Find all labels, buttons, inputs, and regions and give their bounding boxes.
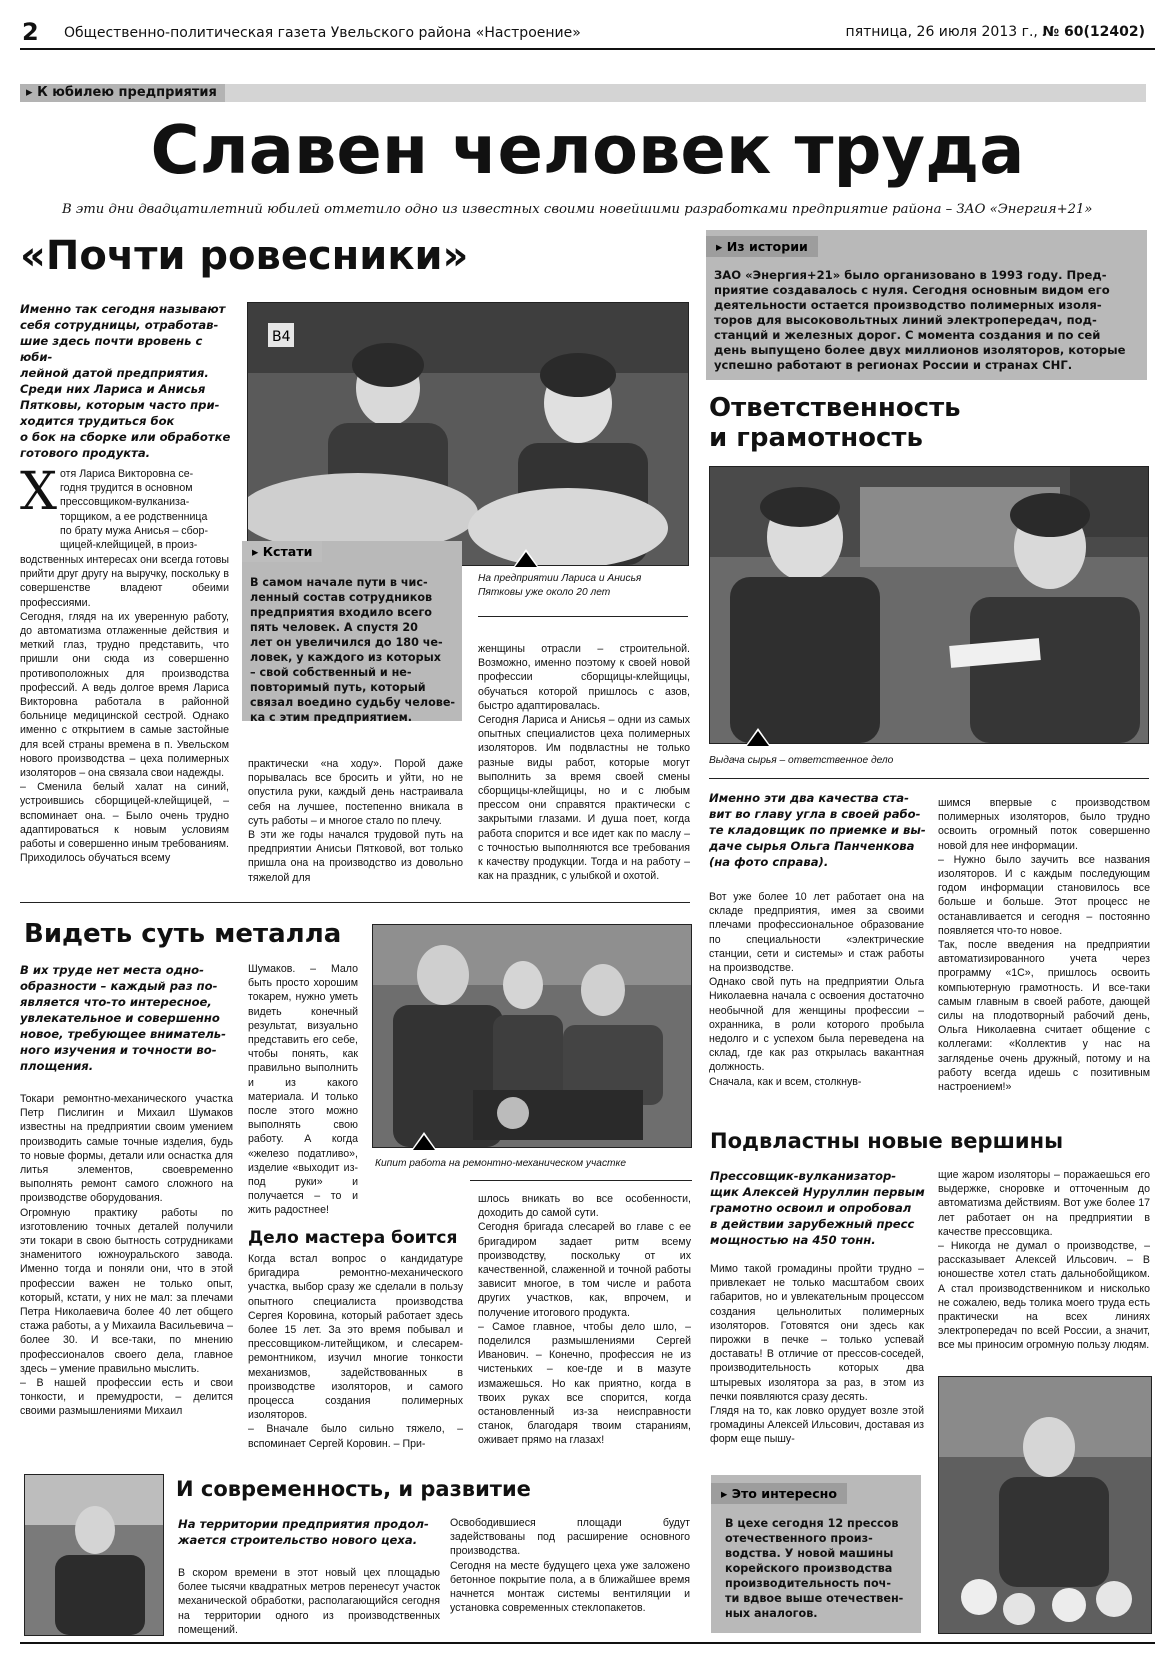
newspaper-name: Общественно-политическая газета Увельского района «Настроение»: [64, 25, 581, 41]
art3-photo-caption: Кипит работа на ремонтно-механическом участке: [375, 1158, 626, 1169]
photo-workshop: [372, 924, 692, 1148]
art5-col1: В скором времени в этот новый цех площадью более тысячи квадратных метров перенесут участок механической обработки, располагающийся сегодня на территории одного из производственных помещений.: [178, 1567, 440, 1636]
kstati-arrow-icon: ▸: [252, 544, 263, 559]
art2-title-line1: Ответственность: [709, 393, 961, 423]
photo-women-at-work: [247, 302, 689, 566]
art4-title: Подвластны новые вершины: [710, 1129, 1064, 1153]
history-text: ЗАО «Энергия+21» было организовано в 1993 году. Пред- приятие создавалось с нуля. Сегодня основным видом его деятельности остается производство полимерных изоля- торов для высоковольтных линий электропередач, под- станций и железных дорог. С момента создания и по сей день выпущено более двух миллионов изоляторов, которые успешно работают в регионах России и странах СНГ.: [714, 268, 1126, 372]
photo-press-operator: [938, 1376, 1152, 1634]
kstati-tag: ▸ Кстати: [242, 541, 322, 562]
art1-lead: Именно так сегодня называют себя сотрудницы, отработав- шие здесь почти вровень с юби- лейной датой предприятия. Среди них Лариса и Анисья Пятковы, которым часто при- ходится трудиться бок о бок на сборке или обработке готового продукта.: [20, 302, 231, 460]
art1-photo-caption: На предприятии Лариса и Анисья Пятковы уже около 20 лет: [478, 573, 642, 598]
art3-col1: Токари ремонтно-механического участка Петр Пислигин и Михаил Шумаков известны на предприятии своим умением производить самые точные изделия, будь то новые формы, детали или оснастка для литья элементов, своевременно выполнять ремонт самого сложного на производстве оборудования. Огромную практику работы по изготовлению точных деталей получили эти токари в свою бытность сотрудниками знаменитого южноуральского завода. Именно тогда и поняли они, что в этой профессии важен не только опыт, который, кстати, у них не мал: за плечами Петра Николаевича более 40 лет общего стажа работы, а у Михаила Васильевича – более 30. И все-таки, по мнению профессионалов своего дела, главное здесь – умение правильно мыслить. – В нашей профессии есть и свои тонкости, и премудрости, – делится своими размышлениями Михаил: [20, 1093, 233, 1418]
art2-col2: шимся впервые с производством полимерных изоляторов, было трудно освоить огромный поток совершенно новой для нее информации. – Нужно было заучить все названия изоляторов. И с каждым последующим годом информации становилось все больше и больше. Этот процесс не останавливается и сегодня – постоянно появляется что-то новое. Так, после введения на предприятии автоматизированного учета через программу «1С», пришлось освоить компьютерную грамотность. И все-таки самым главным в своей работе, дающей силы на плодотворный рабочий день, Ольга Николаевна считает общение с коллегами: «Коллектив у нас на загляденье очень дружный, потому и на работу всегда идешь с позитивным настроением!»: [938, 797, 1150, 1094]
photo-new-workshop: [24, 1474, 164, 1636]
art3-col2: Когда встал вопрос о кандидатуре бригадира ремонтно-механического участка, выбор сразу же сделали в пользу опытного специалиста производства Сергея Коровина, который работает здесь более 15 лет. За это время побывал и прессовщиком-литейщиком, и слесарем-ремонтником, изучил многие тонкости механизмов, задействованных в производстве изоляторов, и самого процесса создания полимерных изоляторов. – Вначале было сильно тяжело, – вспоминает Сергей Коровин. – При-: [248, 1253, 463, 1450]
art1-dropcap-text: отя Лариса Викторовна се- годня трудится в основном прессовщиком-вулканиза- торщиком, а ее родственница по брату мужа Анисья – сбор- щицей-клейщицей, в произ-: [60, 468, 208, 552]
subtitle: В эти дни двадцатилетний юбилей отметило одно из известных своими новейшими разработками предприятие района – ЗАО «Энергия+21»: [62, 202, 1093, 217]
art3-subtitle: Дело мастера боится: [248, 1228, 458, 1248]
rubric-text: К юбилею предприятия: [37, 85, 217, 100]
issue-number: № 60(12402): [1042, 24, 1145, 40]
art1-col2: практически «на ходу». Порой даже порывалась все бросить и уйти, но не опустила руки, каждый день настраивала себя на лучшее, постепенно вникала в суть работы – и многое стало по плечу. В эти же годы начался трудовой путь на предприятии Анисьи Пятковой, вот только пришла она на производство из довольно тяжелой для: [248, 758, 463, 884]
rubric-arrow-icon: ▸: [26, 85, 33, 100]
art2-photo-caption: Выдача сырья – ответственное дело: [709, 755, 894, 766]
history-tag: ▸ Из истории: [706, 236, 818, 257]
art3-col3: шлось вникать во все особенности, доходить до самой сути. Сегодня бригада слесарей во главе с ее бригадиром задает ритм всему производству, поскольку от их качественной, слаженной и точной работы зависит многое, в том числе и работа других участков, как, впрочем, и получение итогового продукта. – Самое главное, чтобы дело шло, – поделился размышлениями Сергей Иванович. – Конечно, профессия не из чистеньких – кое-где и в мазуте измажешься. Но как приятно, когда в твоих руках все спорится, когда остановленный из-за неисправности станок, благодаря твоим стараниям, оживает прямо на глазах!: [478, 1193, 691, 1447]
kstati-text: В самом начале пути в чис- ленный состав сотрудников предприятия входило всего пять человек. А спустя 20 лет он увеличился до 180 че- ловек, у каждого из которых – свой собственный и не- повторимый путь, который связал воедино судьбу челове- ка с этим предприятием.: [250, 576, 456, 724]
art5-col2: Освободившиеся площади будут задействованы под расширение основного производства. Сегодня на месте будущего цеха уже заложено бетонное покрытие пола, а в ближайшее время начнется монтаж системы вентиляции и установка современных стеклопакетов.: [450, 1517, 690, 1615]
art5-title: И современность, и развитие: [176, 1477, 531, 1501]
art5-lead: На территории предприятия продол- жается строительство нового цеха.: [178, 1517, 429, 1547]
art3-lead: В их труде нет места одно- образности – каждый раз по- является что-то интересное, увлекательное и совершенно новое, требующее вниматель- ного изучения и точности во- площения.: [20, 963, 226, 1073]
interesting-text: В цехе сегодня 12 прессов отечественного произ- водства. У новой машины корейского производства производительность поч- ти вдвое выше отечествен- ных аналогов.: [725, 1517, 904, 1620]
art4-lead: Прессовщик-вулканизатор- щик Алексей Нуруллин первым грамотно освоил и опробовал в действии зарубежный пресс мощностью на 450 тонн.: [710, 1169, 925, 1247]
interesting-arrow-icon: ▸: [721, 1486, 732, 1501]
issue-date: [846, 24, 1145, 40]
history-arrow-icon: ▸: [716, 239, 727, 254]
art1-title: «Почти ровесники»: [20, 233, 469, 279]
art2-title-line2: и грамотность: [709, 423, 923, 453]
art4-col1: Мимо такой громадины пройти трудно – привлекает не только масштабом своих габаритов, но и увлекательным процессом создания цельнолитых полимерных изоляторов. Готовятся они здесь как пирожки в печке – только успевай доставать! В отличие от прессов-соседей, производительность которых два штыревых изолятора за раз, в этом из печки появляются сразу десять. Глядя на то, как ловко орудует возле этой громадины Алексей Ильсович, доставая из форм еще пышу-: [710, 1263, 924, 1446]
art3-col2-short: Шумаков. – Мало быть просто хорошим токарем, нужно уметь видеть конечный результат, визуально представить его себе, чтобы понять, как правильно выполнить и из какого материала. И только после этого можно выполнять свою работу. А когда «железо податливо», изделие «выходит из-под руки» и получается – то и жить радостнее!: [248, 963, 358, 1217]
main-title: Славен человек труда: [150, 111, 1025, 189]
art3-title: Видеть суть металла: [24, 919, 342, 949]
art4-col2: щие жаром изоляторы – поражаешься его выдержке, сноровке и отточенным до автоматизма действиям. Вот уже более 17 лет работает он на предприятии в качестве прессовщика. – Никогда не думал о производстве, – рассказывает Алексей Ильсович. – В юношестве хотел стать дальнобойщиком. А стал производственником и нисколько не сожалею, ведь толика моего труда есть практически на всех линиях электропередач по всей России, а значит, все мы приносим огромную пользу людям.: [938, 1169, 1150, 1352]
page-number: 2: [22, 18, 39, 46]
art1-dropcap: Х: [20, 462, 58, 522]
art2-lead: Именно эти два качества ста- вит во главу угла в своей рабо- те кладовщик по приемке и вы- даче сырья Ольга Панченкова (на фото справа).: [709, 791, 926, 869]
photo-raw-materials: [709, 466, 1149, 744]
rubric-label: [20, 84, 225, 102]
art1-col1: водственных интересах они всегда готовы прийти друг другу на выручку, поскольку в совершенстве владеют обеими профессиями. Сегодня, глядя на их уверенную работу, до автоматизма отлаженные действия и меткий глаз, трудно представить, что пришли они сюда из совершенно противоположных для производства профессий. А ведь долгое время Лариса Викторовна работала в районной больнице медицинской сестрой. Однако именно с открытием в самые застойные для всей страны времена в п. Увельском нового производства – цеха полимерных изоляторов – она связала свои надежды. – Сменила белый халат на синий, устроившись сборщицей-клейщицей, – вспоминает она. – Было очень трудно адаптироваться к новым условиям работы и совершенно иным требованиям. Приходилось обучаться всему: [20, 554, 229, 865]
interesting-tag: ▸ Это интересно: [711, 1483, 847, 1504]
art1-col3: женщины отрасли – строительной. Возможно, именно поэтому к своей новой профессии сборщицы-клейщицы, обучаться которой пришлось с азов, быстро адаптировалась. Сегодня Лариса и Анисья – одни из самых опытных специалистов цеха полимерных изоляторов. Им подвластны не только разные виды работ, которые могут выполнить за время своей смены сборщицы-клейщицы, но и с любым прессом они справятся практически с закрытыми глазами. И душа поет, когда работа спорится и все идет как по маслу – с точностью выполняются все требования к качеству продукции. Тогда и на работу – как на праздник, с улыбкой и охотой.: [478, 643, 690, 883]
art2-title: [709, 393, 961, 453]
date-text: пятница, 26 июля 2013 г.,: [845, 24, 1038, 40]
art2-col1: Вот уже более 10 лет работает она на складе предприятия, имея за своими плечами профессиональное образование по специальности «электрические станции, сети и системы» и стаж работы на производстве. Однако свой путь на предприятии Ольга Николаевна начала с освоения достаточно необычной для женщины профессии – охранника, в роли которого пробыла недолго и с успехом была переведена на склад, где как раз открылась вакантная должность. Сначала, как и всем, столкнув-: [709, 891, 924, 1088]
svg-text:B4: B4: [272, 329, 291, 345]
